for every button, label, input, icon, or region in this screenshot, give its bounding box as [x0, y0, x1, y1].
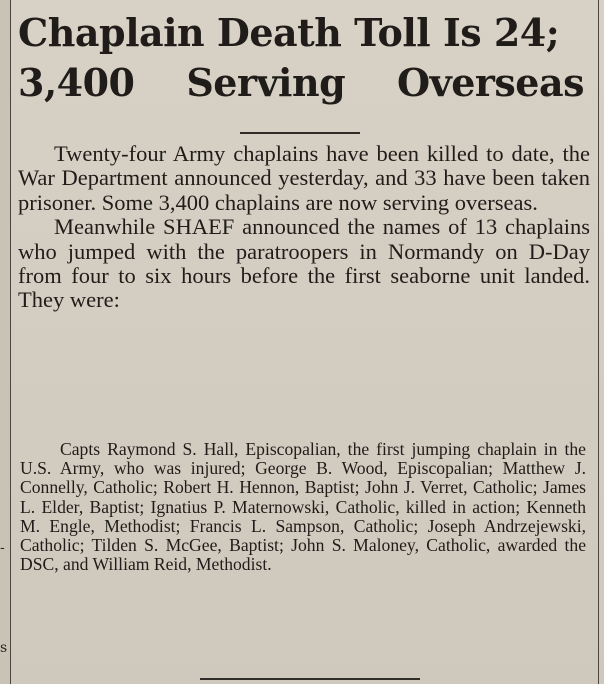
- column-rule-left: [10, 0, 11, 684]
- headline: [18, 8, 598, 108]
- headline-line-2: [18, 58, 584, 108]
- adjacent-column-edge: [0, 0, 10, 684]
- article-lead: [18, 142, 590, 313]
- chaplain-names-paragraph: Capts Raymond S. Hall, Episcopalian, the first jumping chaplain in the U.S. Army, who was injured; George B. Wood, Episcopalian; Matthew J. Connelly, Catholic; Robert H. Hennon, Baptist; John J. Verret, Catholic; James L. Elder, Baptist; Ignatius P. Maternowski, Catholic, killed in action; Kenneth M. Engle, Methodist; Francis L. Sampson, Catholic; Joseph Andrzejewski, Catholic; Tilden S. McGee, Baptist; John S. Maloney, Catholic, awarded the DSC, and William Reid, Methodist.: [20, 439, 586, 575]
- headline-word: 3,400: [18, 60, 135, 105]
- headline-line-1: Chaplain Death Toll Is 24;: [18, 10, 560, 55]
- article-paragraph-2: Meanwhile SHAEF announced the names of 13 chaplains who jumped with the paratroopers in Normandy on D-Day from four to six hours before the first seaborne unit landed. They were:: [18, 214, 590, 313]
- column-rule-right: [598, 0, 599, 684]
- article-paragraph-1: Twenty-four Army chaplains have been killed to date, the War Department announced yesterday, and 33 have been taken prisoner. Some 3,400 chaplains are now serving overseas.: [18, 141, 590, 215]
- headline-word: Overseas: [397, 60, 584, 105]
- adjacent-column-fragment: s: [0, 640, 8, 656]
- article-end-rule: [200, 678, 420, 680]
- adjacent-column-fragment: -: [0, 540, 5, 556]
- headline-word: Serving: [186, 60, 346, 105]
- chaplain-list: [20, 440, 586, 574]
- headline-divider: [240, 132, 360, 134]
